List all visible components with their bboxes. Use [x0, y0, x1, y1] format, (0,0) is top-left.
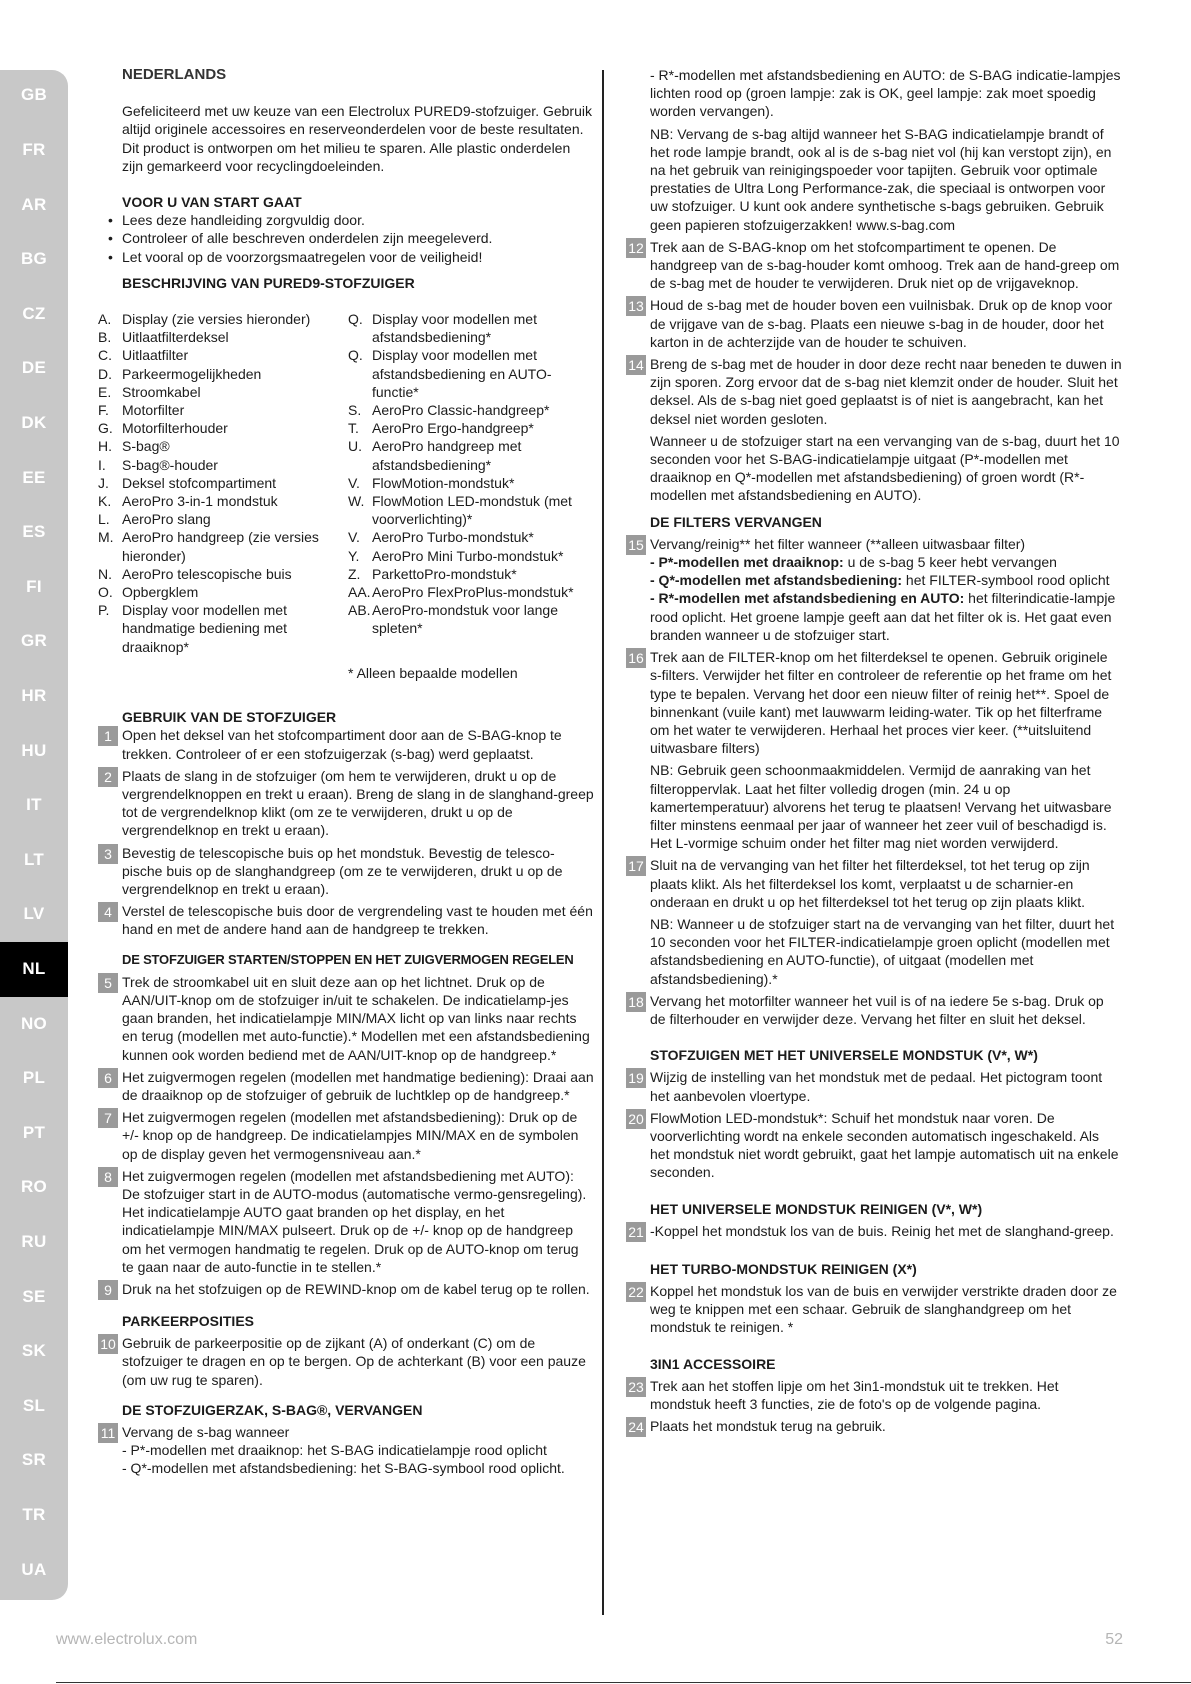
part-letter: AB. [348, 602, 371, 619]
step-13 [626, 296, 1122, 351]
part-item [98, 383, 348, 401]
part-item [348, 492, 594, 528]
language-tab-es[interactable]: ES [22, 522, 46, 542]
step-19 [626, 1068, 1122, 1104]
part-letter: V. [348, 474, 360, 491]
step-18 [626, 992, 1122, 1028]
step-text-bold: - Q*-modellen met afstandsbediening: [650, 572, 903, 589]
step-text: Trek de stroomkabel uit en sluit deze aan op het lichtnet. Druk op de AAN/UIT-knop om de stofzuiger in/uit te schakelen. De indicatielamp-jes gaan branden, het indicatielampje MIN/MAX licht op van links naar rechts en terug (modellen met auto-functie).* Modellen met een afstandsbediening kunnen ook worden bediend met de AAN/UIT-knop op de handgreep.* [122, 973, 590, 1063]
part-letter: V. [348, 529, 360, 546]
language-tab-de[interactable]: DE [21, 358, 47, 378]
step-number: 10 [98, 1334, 118, 1354]
step-number: 16 [626, 648, 646, 668]
step-12 [626, 238, 1122, 293]
step-text: u de s-bag 5 keer hebt vervangen [843, 554, 1057, 571]
step-text: Druk na het stofzuigen op de REWIND-knop om de kabel terug op te rollen. [122, 1280, 590, 1297]
part-item [98, 510, 348, 528]
column-divider [602, 70, 604, 1615]
parts-list-left [98, 310, 348, 656]
bag-note-2: Wanneer u de stofzuiger start na een vervanging van de s-bag, duurt het 10 seconden voor het S-BAG-indicatielampje uitgaat (P*-modellen met draaiknop en Q*-modellen met afstandsbediening) of groen wordt (R*-modellen met afstandsbediening en AUTO). [650, 432, 1120, 504]
part-letter: U. [348, 438, 362, 455]
step-number: 14 [626, 355, 646, 375]
step-text: Het zuigvermogen regelen (modellen met afstandsbediening met AUTO): De stofzuiger start in de AUTO-modus (automatische vermo-gensregeling). Het indicatielampje AUTO gaat branden op het display, en het indicatielampje MIN/MAX pulseert. Druk op de +/- knop op de handgreep om het vermogen handmatig te regelen. Druk op de AUTO-knop om terug te gaan naar de auto-functie in te stellen.* [122, 1167, 587, 1275]
bag-steps [626, 238, 1122, 432]
part-label: Deksel stofcompartiment [122, 474, 277, 491]
step-text: Gebruik de parkeerpositie op de zijkant (A) of onderkant (C) om de stofzuiger te dragen en op te bergen. Op de achterkant (B) voor een pauze (om uw rug te sparen). [122, 1335, 586, 1388]
step-6 [98, 1068, 594, 1104]
part-letter: D. [98, 365, 112, 382]
language-tab-sl[interactable]: SL [22, 1395, 46, 1415]
bag-note: NB: Vervang de s-bag altijd wanneer het S-BAG indicatielampje brandt of het rode lampje brandt, ook al is de s-bag niet vol (hij kan verstopt zijn), en na het gebruik van reinigingspoeder voor tapijten. Gebruik voor optimale prestaties de Ultra Long Performance-zak, die speciaal is ontworpen voor uw stofzuiger. U kunt ook andere synthetische s-bags gebruiken. Gebruik geen papieren stofzuigerzakken! www.s-bag.com [650, 125, 1112, 233]
step-text: Vervang de s-bag wanneer [122, 1424, 290, 1440]
part-label: Stroomkabel [122, 383, 201, 400]
step-number: 24 [626, 1417, 646, 1437]
step-number: 2 [98, 767, 118, 787]
language-tab-hu[interactable]: HU [21, 740, 47, 760]
step-5 [98, 973, 594, 1064]
part-label: AeroPro handgreep met afstandsbediening* [372, 438, 522, 473]
step-number: 3 [98, 844, 118, 864]
part-item [98, 310, 348, 328]
part-item [348, 419, 594, 437]
start-stop-steps [98, 973, 594, 1304]
part-letter: W. [348, 493, 365, 510]
step-number: 7 [98, 1108, 118, 1128]
part-letter: S. [348, 402, 362, 419]
part-item [98, 601, 348, 656]
step-number: 20 [626, 1109, 646, 1129]
step-number: 12 [626, 238, 646, 258]
language-tab-se[interactable]: SE [22, 1286, 46, 1306]
language-tab-lv[interactable]: LV [23, 904, 45, 924]
part-item [348, 547, 594, 565]
language-tab-it[interactable]: IT [26, 795, 42, 815]
step-3 [98, 844, 594, 899]
part-letter: C. [98, 347, 112, 364]
step-text: Houd de s-bag met de houder boven een vuilnisbak. Druk op de knop voor de vrijgave van de s-bag. Plaats een nieuwe s-bag in de houder, door het karton in de achterzijde van de houder te schuiven. [650, 297, 1113, 350]
language-tab-pt[interactable]: PT [22, 1122, 46, 1142]
step-number: 9 [98, 1280, 118, 1300]
language-tab-nl[interactable]: NL [0, 942, 68, 997]
part-label: Display (zie versies hieronder) [122, 311, 311, 328]
step-17 [626, 856, 1122, 911]
part-label: Uitlaatfilterdeksel [122, 329, 229, 346]
use-heading: GEBRUIK VAN DE STOFZUIGER [122, 709, 337, 726]
step-1 [98, 726, 594, 762]
part-item [98, 565, 348, 583]
part-letter: L. [98, 511, 110, 528]
part-item [98, 474, 348, 492]
footer-rule [56, 1682, 1191, 1683]
step-text: het filterindicatie-lampje rood oplicht. Het groene lampje geeft aan dat het filter ok is. Het gaat even branden wanneer u de stofzuiger start. [650, 590, 1116, 643]
step-23 [626, 1377, 1122, 1413]
step-number: 5 [98, 973, 118, 993]
part-label: S-bag® [122, 438, 170, 455]
step-number: 17 [626, 856, 646, 876]
parts-list-right [348, 310, 594, 656]
part-item [98, 401, 348, 419]
step-text: - Q*-modellen met afstandsbediening: het S-BAG-symbool rood oplicht. [122, 1460, 565, 1477]
part-letter: A. [98, 311, 112, 328]
part-label: Display voor modellen met handmatige bediening met draaiknop* [122, 602, 288, 655]
part-letter: O. [98, 584, 113, 601]
step-15 [626, 535, 1122, 644]
part-label: AeroPro telescopische buis [122, 565, 292, 582]
filters-heading: DE FILTERS VERVANGEN [650, 513, 822, 530]
part-label: AeroPro FlexProPlus-mondstuk* [372, 584, 574, 601]
step-text: Open het deksel van het stofcompartiment door aan de S-BAG-knop te trekken. Controleer of er een stofzuigerzak (s-bag) werd geplaatst. [122, 727, 562, 762]
language-tab-no[interactable]: NO [20, 1013, 48, 1033]
step-number: 19 [626, 1068, 646, 1088]
step-text: Plaats het mondstuk terug na gebruik. [650, 1418, 886, 1435]
part-label: AeroPro slang [122, 511, 211, 528]
step-text: Plaats de slang in de stofzuiger (om hem te verwijderen, drukt u op de vergrendelknoppen en trekt u eraan). Breng de slang in de slanghand-greep tot de vergrendelknop klikt (om ze te verwijderen, drukt u op de vergrendelknop en trekt u eraan). [122, 767, 594, 839]
start-stop-heading: DE STOFZUIGER STARTEN/STOPPEN EN HET ZUIGVERMOGEN REGELEN [122, 951, 574, 967]
list-item: • Lees deze handleiding zorgvuldig door. [108, 211, 594, 229]
step-text: Trek aan de FILTER-knop om het filterdeksel te openen. Gebruik originele s-filters. Verwijder het filter en controleer de referentie op het frame om het type te bepalen. Vervang het door een nieuw filter of reinig het**. Spoel de binnenkant (vuile kant) met lauwwarm leiding-water. Tik op het filterframe om het water te verwijderen. Herhaal het proces vier keer. (**uitsluitend uitwasbare filters) [650, 649, 1112, 757]
step-text: Trek aan de S-BAG-knop om het stofcompartiment te openen. De handgreep van de s-bag-houder komt omhoog. Trek aan de hand-greep om de s-bag met de houder te verwijderen. Druk niet op de vrijgaveknop. [650, 238, 1120, 292]
step-text: Verstel de telescopische buis door de vergrendeling vast te houden met één hand en met de andere hand aan de handgreep te trekken. [122, 903, 593, 938]
part-label: Uitlaatfilter [122, 347, 189, 364]
part-item [348, 401, 594, 419]
page-number: 52 [1105, 1631, 1123, 1648]
part-label: Opbergklem [122, 584, 199, 601]
parts-list [98, 310, 594, 656]
part-letter: Q. [348, 347, 363, 364]
step-text: Het zuigvermogen regelen (modellen met afstandsbediening): Druk op de +/- knop op de handgreep. De indicatielampjes MIN/MAX en de symbolen op de display geven het vermogensniveau aan.* [122, 1109, 579, 1162]
step-number: 6 [98, 1068, 118, 1088]
use-steps [98, 726, 594, 942]
part-item [348, 601, 594, 637]
part-item [98, 583, 348, 601]
part-letter: E. [98, 383, 112, 400]
step-number: 1 [98, 726, 118, 746]
part-label: Parkeermogelijkheden [122, 365, 262, 382]
filter-note: NB: Gebruik geen schoonmaakmiddelen. Vermijd de aanraking van het filteroppervlak. Laat het filter volledig drogen (min. 24 u op kamertemperatuur) alvorens het terug te plaatsen! Vervang het uitwasbare filter minstens eenmaal per jaar of wanneer het zeer vuil of beschadigd is. Het L-vormige schuim onder het filter mag niet worden verwijderd. [650, 762, 1112, 852]
part-label: S-bag®-houder [122, 456, 218, 473]
accessory-heading: 3IN1 ACCESSOIRE [650, 1355, 776, 1372]
language-tab-dk[interactable]: DK [21, 412, 47, 432]
step-text: - P*-modellen met draaiknop: het S-BAG indicatielampje rood oplicht [122, 1442, 547, 1459]
part-letter: F. [98, 402, 109, 419]
step-number: 18 [626, 992, 646, 1012]
step-number: 13 [626, 296, 646, 316]
part-label: Motorfilterhouder [122, 420, 228, 437]
step-text: -Koppel het mondstuk los van de buis. Reinig het met de slanghand-greep. [650, 1222, 1114, 1239]
turbo-heading: HET TURBO-MONDSTUK REINIGEN (X*) [650, 1260, 917, 1277]
part-letter: Z. [348, 565, 361, 582]
clean-universal-heading: HET UNIVERSELE MONDSTUK REINIGEN (V*, W*) [650, 1200, 983, 1217]
part-letter: M. [98, 529, 114, 546]
intro-paragraph: Gefeliciteerd met uw keuze van een Electrolux PURED9-stofzuiger. Gebruik altijd originele accessoires en reserveonderdelen voor de beste resultaten. Dit product is ontworpen om het milieu te sparen. Alle plastic onderdelen zijn gemarkeerd voor recyclingdoeleinden. [122, 103, 592, 174]
part-letter: H. [98, 438, 112, 455]
step-text-bold: - P*-modellen met draaiknop: [650, 554, 844, 571]
step-text: Koppel het mondstuk los van de buis en verwijder verstrikte draden door ze weg te knippen met een schaar. Gebruik de slanghandgreep om het mondstuk te reinigen. * [650, 1282, 1117, 1336]
universal-nozzle-heading: STOFZUIGEN MET HET UNIVERSELE MONDSTUK (V*, W*) [650, 1047, 1038, 1064]
parking-steps [98, 1334, 594, 1393]
part-item [348, 583, 594, 601]
language-tab-cz[interactable]: CZ [22, 303, 46, 323]
step-2 [98, 767, 594, 840]
part-label: AeroPro Mini Turbo-mondstuk* [372, 547, 564, 564]
part-label: FlowMotion LED-mondstuk (met voorverlichting)* [372, 493, 572, 528]
language-tab-sr[interactable]: SR [21, 1450, 47, 1470]
language-tab-ru[interactable]: RU [21, 1231, 47, 1251]
part-letter: G. [98, 420, 113, 437]
step-number: 22 [626, 1282, 646, 1302]
step-text: Vervang het motorfilter wanneer het vuil is of na iedere 5e s-bag. Druk op de filterhouder en verwijder deze. Vervang het filter en sluit het deksel. [650, 992, 1104, 1027]
parts-note: * Alleen bepaalde modellen [348, 664, 518, 681]
part-label: Motorfilter [122, 402, 185, 419]
part-item [348, 310, 594, 346]
part-letter: AA. [348, 584, 371, 601]
part-item [98, 456, 348, 474]
bag-continued: - R*-modellen met afstandsbediening en AUTO: de S-BAG indicatie-lampjes lichten rood op (groen lampje: zak is OK, geel lampje: zak moet spoedig worden vervangen). [650, 67, 1121, 120]
part-letter: K. [98, 493, 112, 510]
language-tab-fr[interactable]: FR [22, 139, 46, 159]
part-label: ParkettoPro-mondstuk* [372, 565, 517, 582]
footer-url[interactable]: www.electrolux.com [56, 1631, 198, 1648]
part-item [348, 346, 594, 401]
part-item [98, 437, 348, 455]
step-text: Sluit na de vervanging van het filter het filterdeksel, tot het terug op zijn plaats klikt. Als het filterdeksel los komt, verplaatst u de scharnier-en onderaan en drukt u op het filterdeksel tot het terug op zijn plaats klikt. [650, 857, 1090, 910]
step-7 [98, 1108, 594, 1163]
part-letter: T. [348, 420, 359, 437]
part-letter: N. [98, 565, 112, 582]
filter-note-2: NB: Wanneer u de stofzuiger start na de vervanging van het filter, duurt het 10 seconden voor het FILTER-indicatielampje groen oplicht (modellen met afstandsbediening en AUTO-functie), of uitgaat (modellen met afstandsbediening).* [650, 915, 1115, 987]
language-tab-sk[interactable]: SK [21, 1341, 47, 1361]
step-number: 8 [98, 1167, 118, 1187]
part-label: AeroPro Classic-handgreep* [372, 402, 550, 419]
step-text: Bevestig de telescopische buis op het mondstuk. Bevestig de telesco-pische buis op de slanghandgreep (om ze te verwijderen, drukt u op de vergrendelknop en trekt u eraan). [122, 844, 563, 897]
part-item [98, 365, 348, 383]
language-tab-ro[interactable]: RO [20, 1177, 48, 1197]
language-tab-ee[interactable]: EE [22, 467, 46, 487]
language-tab-hr[interactable]: HR [21, 685, 47, 705]
list-item: • Controleer of alle beschreven onderdelen zijn meegeleverd. [108, 229, 594, 247]
before-start-list [98, 211, 594, 266]
step-number: 4 [98, 902, 118, 922]
list-item: • Let vooral op de voorzorgsmaatregelen voor de veiligheid! [108, 248, 594, 266]
parking-heading: PARKEERPOSITIES [122, 1312, 254, 1329]
part-item [348, 528, 594, 546]
step-text: Breng de s-bag met de houder in door deze recht naar beneden te duwen in zijn sporen. Zorg ervoor dat de s-bag niet klemzit onder de houder. Sluit het deksel. Als de s-bag niet goed geplaatst is of niet is aangebracht, kan het deksel niet worden gesloten. [650, 356, 1122, 427]
part-label: AeroPro 3-in-1 mondstuk [122, 493, 278, 510]
part-label: Display voor modellen met afstandsbediening en AUTO-functie* [372, 347, 552, 400]
step-16 [626, 648, 1122, 757]
part-letter: J. [98, 474, 109, 491]
part-letter: I. [98, 456, 106, 473]
part-item [98, 528, 348, 564]
step-14 [626, 355, 1122, 428]
section-language-title: NEDERLANDS [122, 66, 227, 83]
step-21 [626, 1222, 1122, 1242]
part-letter: B. [98, 329, 112, 346]
left-column [98, 66, 594, 1478]
description-heading: BESCHRIJVING VAN PURED9-STOFZUIGER [122, 274, 415, 291]
step-text: Vervang/reinig** het filter wanneer (**alleen uitwasbaar filter) [650, 535, 1026, 552]
language-tab-pl[interactable]: PL [22, 1068, 46, 1088]
right-column [626, 66, 1122, 1437]
language-tab-gb[interactable]: GB [20, 85, 48, 105]
part-item [98, 419, 348, 437]
language-tab-lt[interactable]: LT [23, 849, 45, 869]
step-20 [626, 1109, 1122, 1182]
language-tab-fi[interactable]: FI [26, 576, 42, 596]
step-11 [98, 1423, 594, 1478]
part-label: FlowMotion-mondstuk* [372, 474, 515, 491]
part-letter: P. [98, 602, 110, 619]
part-item [348, 437, 594, 473]
step-text: het FILTER-symbool rood oplicht [902, 572, 1110, 589]
step-number: 21 [626, 1222, 646, 1242]
step-9 [98, 1280, 594, 1300]
part-letter: Q. [348, 311, 363, 328]
part-label: AeroPro-mondstuk voor lange spleten* [372, 602, 558, 637]
part-label: AeroPro handgreep (zie versies hieronder) [122, 529, 319, 564]
language-tab-gr[interactable]: GR [20, 631, 48, 651]
step-text: Het zuigvermogen regelen (modellen met handmatige bediening): Draai aan de draaiknop op de stofzuiger of gebruik de luchtklep op de handgreep.* [122, 1068, 594, 1103]
step-text: Wijzig de instelling van het mondstuk met de pedaal. Het pictogram toont het aanbevolen vloertype. [650, 1069, 1103, 1104]
step-8 [98, 1167, 594, 1276]
part-label: AeroPro Ergo-handgreep* [372, 420, 534, 437]
step-text: Trek aan het stoffen lipje om het 3in1-mondstuk uit te trekken. Het mondstuk heeft 3 functies, zie de foto's op de volgende pagina. [650, 1377, 1059, 1412]
part-item [98, 328, 348, 346]
part-label: AeroPro Turbo-mondstuk* [372, 529, 534, 546]
before-start-heading: VOOR U VAN START GAAT [122, 194, 302, 211]
bag-heading: DE STOFZUIGERZAK, S-BAG®, VERVANGEN [122, 1401, 423, 1418]
part-label: Display voor modellen met afstandsbediening* [372, 311, 537, 346]
part-item [348, 474, 594, 492]
step-24 [626, 1417, 1122, 1437]
step-4 [98, 902, 594, 938]
part-item [98, 346, 348, 364]
step-number: 15 [626, 535, 646, 555]
step-number: 23 [626, 1377, 646, 1397]
step-number: 11 [98, 1423, 118, 1443]
language-tab-bg[interactable]: BG [20, 249, 48, 269]
part-letter: Y. [348, 547, 360, 564]
language-tab-tr[interactable]: TR [22, 1504, 46, 1524]
language-tab-ar[interactable]: AR [21, 194, 47, 214]
step-10 [98, 1334, 594, 1389]
step-text: FlowMotion LED-mondstuk*: Schuif het mondstuk naar voren. De voorverlichting wordt na enkele seconden automatisch ingeschakeld. Als het mondstuk niet wordt gebruikt, gaat het lampje automatisch uit na enkele seconden. [650, 1109, 1119, 1181]
step-22 [626, 1282, 1122, 1337]
language-tab-ua[interactable]: UA [21, 1559, 47, 1579]
part-item [348, 565, 594, 583]
part-item [98, 492, 348, 510]
step-text-bold: - R*-modellen met afstandsbediening en AUTO: [650, 590, 965, 607]
